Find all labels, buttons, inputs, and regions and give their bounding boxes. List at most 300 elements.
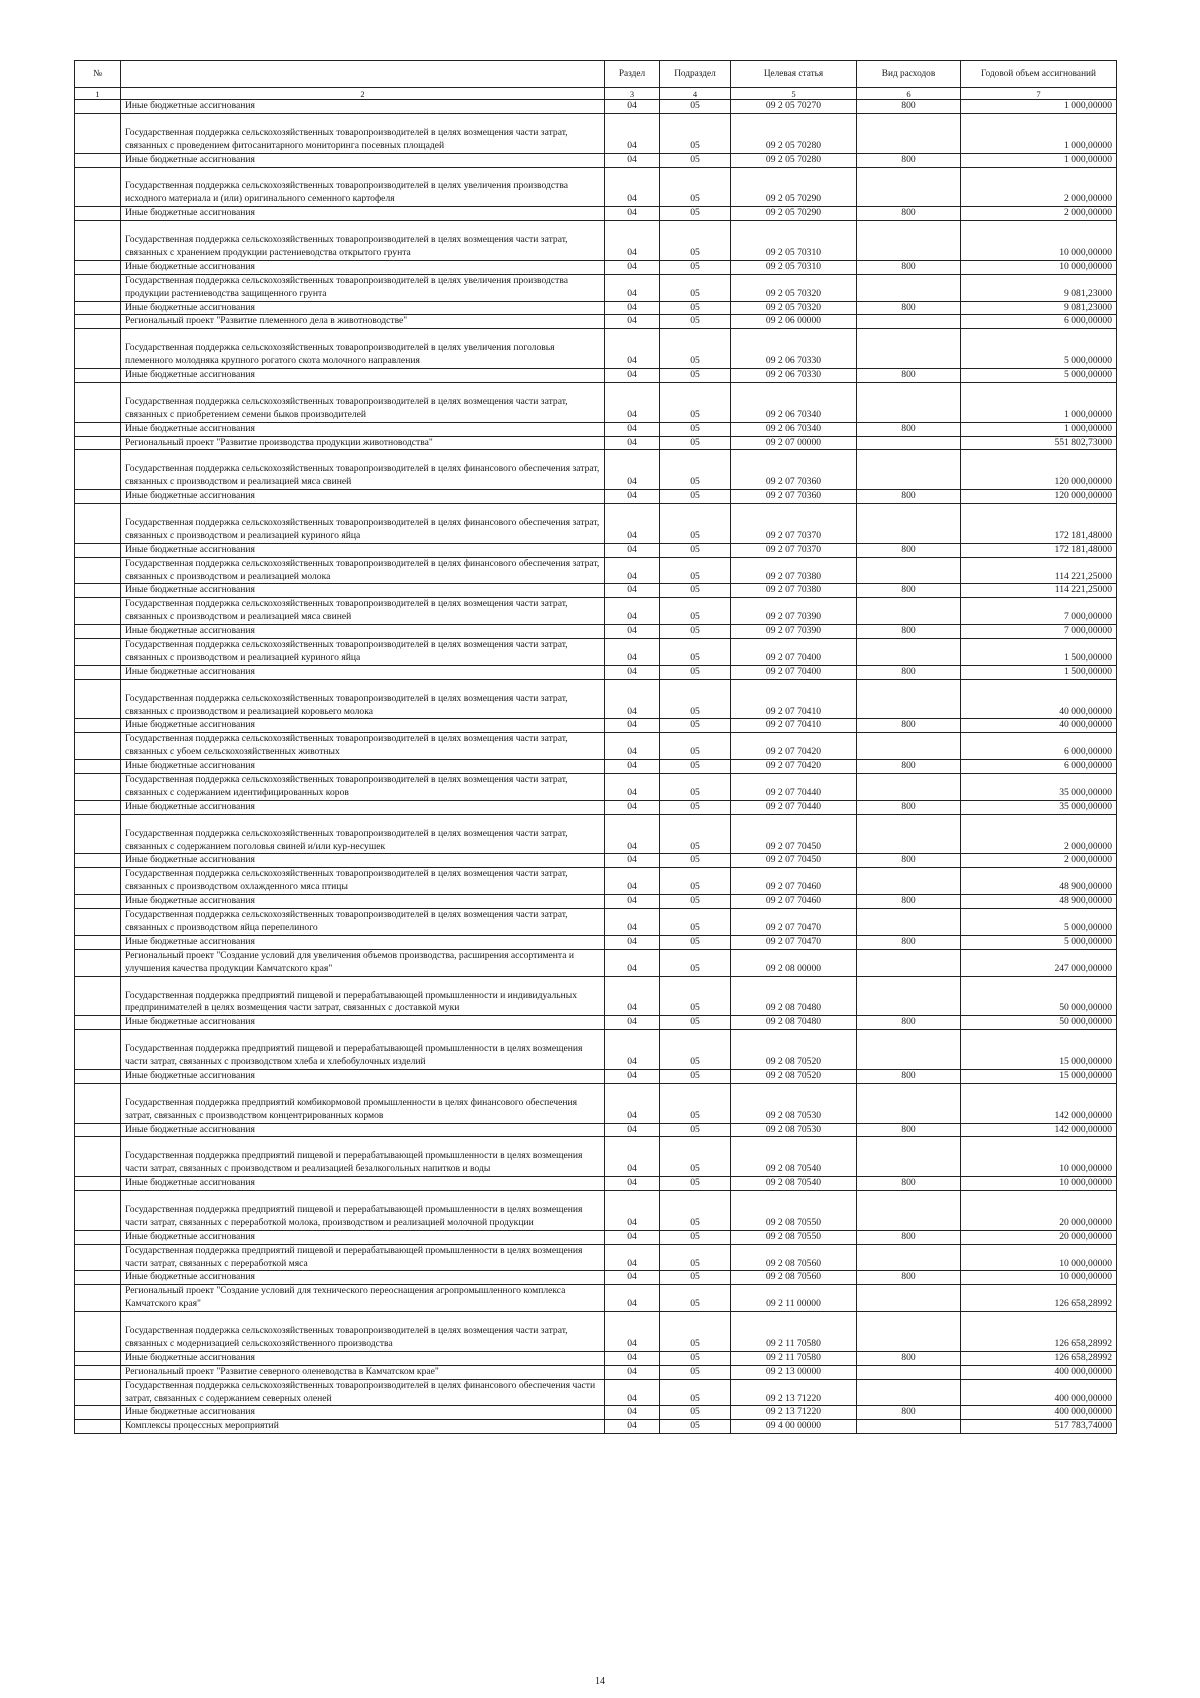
row-amount-cell: 9 081,23000 xyxy=(961,274,1117,301)
row-expense-type-cell: 800 xyxy=(857,301,961,315)
row-amount-cell: 5 000,00000 xyxy=(961,329,1117,369)
table-row xyxy=(75,100,1117,114)
table-row xyxy=(75,774,1117,801)
row-subsection-cell: 05 xyxy=(660,584,731,598)
row-expense-type-cell: 800 xyxy=(857,800,961,814)
row-target-article-cell: 09 2 08 70480 xyxy=(731,1016,857,1030)
row-target-article-cell: 09 2 07 70450 xyxy=(731,854,857,868)
table-row xyxy=(75,639,1117,666)
row-expense-type-cell: 800 xyxy=(857,1016,961,1030)
row-subsection-cell: 05 xyxy=(660,895,731,909)
table-row xyxy=(75,625,1117,639)
row-number-cell xyxy=(75,854,121,868)
row-expense-type-cell xyxy=(857,679,961,719)
row-number-cell xyxy=(75,584,121,598)
row-expense-type-cell xyxy=(857,450,961,490)
row-section-cell: 04 xyxy=(605,207,660,221)
row-number-cell xyxy=(75,679,121,719)
row-number-cell xyxy=(75,274,121,301)
row-number-cell xyxy=(75,1379,121,1406)
row-name-cell: Иные бюджетные ассигнования xyxy=(121,665,605,679)
row-subsection-cell: 05 xyxy=(660,557,731,584)
row-number-cell xyxy=(75,935,121,949)
row-target-article-cell: 09 2 07 00000 xyxy=(731,436,857,450)
row-target-article-cell: 09 2 07 70360 xyxy=(731,450,857,490)
row-expense-type-cell xyxy=(857,167,961,207)
row-section-cell: 04 xyxy=(605,733,660,760)
row-expense-type-cell xyxy=(857,1285,961,1312)
row-number-cell xyxy=(75,976,121,1016)
row-subsection-cell: 05 xyxy=(660,868,731,895)
row-target-article-cell: 09 2 05 70290 xyxy=(731,207,857,221)
row-expense-type-cell xyxy=(857,949,961,976)
table-row xyxy=(75,1285,1117,1312)
row-subsection-cell: 05 xyxy=(660,760,731,774)
row-target-article-cell: 09 2 05 70280 xyxy=(731,113,857,153)
row-number-cell xyxy=(75,100,121,114)
row-subsection-cell: 05 xyxy=(660,679,731,719)
row-name-cell: Региональный проект "Развитие северного оленеводства в Камчатском крае" xyxy=(121,1365,605,1379)
table-row xyxy=(75,598,1117,625)
row-target-article-cell: 09 2 07 70360 xyxy=(731,490,857,504)
row-name-cell: Иные бюджетные ассигнования xyxy=(121,369,605,383)
row-number-cell xyxy=(75,639,121,666)
row-expense-type-cell xyxy=(857,774,961,801)
row-amount-cell: 172 181,48000 xyxy=(961,543,1117,557)
row-section-cell: 04 xyxy=(605,274,660,301)
row-section-cell: 04 xyxy=(605,895,660,909)
row-subsection-cell: 05 xyxy=(660,1244,731,1271)
table-row xyxy=(75,868,1117,895)
row-section-cell: 04 xyxy=(605,543,660,557)
row-subsection-cell: 05 xyxy=(660,854,731,868)
column-number: 1 xyxy=(75,88,121,100)
row-expense-type-cell xyxy=(857,436,961,450)
row-subsection-cell: 05 xyxy=(660,1191,731,1231)
row-section-cell: 04 xyxy=(605,315,660,329)
row-target-article-cell: 09 2 05 70290 xyxy=(731,167,857,207)
row-target-article-cell: 09 2 05 70320 xyxy=(731,301,857,315)
row-subsection-cell: 05 xyxy=(660,450,731,490)
row-amount-cell: 120 000,00000 xyxy=(961,490,1117,504)
row-section-cell: 04 xyxy=(605,949,660,976)
row-amount-cell: 2 000,00000 xyxy=(961,207,1117,221)
table-row xyxy=(75,1379,1117,1406)
row-amount-cell: 10 000,00000 xyxy=(961,1177,1117,1191)
row-amount-cell: 7 000,00000 xyxy=(961,598,1117,625)
row-section-cell: 04 xyxy=(605,854,660,868)
row-target-article-cell: 09 2 08 70550 xyxy=(731,1191,857,1231)
row-expense-type-cell: 800 xyxy=(857,760,961,774)
row-expense-type-cell: 800 xyxy=(857,895,961,909)
row-expense-type-cell: 800 xyxy=(857,665,961,679)
row-section-cell: 04 xyxy=(605,100,660,114)
row-subsection-cell: 05 xyxy=(660,949,731,976)
row-number-cell xyxy=(75,315,121,329)
row-number-cell xyxy=(75,1030,121,1070)
row-amount-cell: 15 000,00000 xyxy=(961,1030,1117,1070)
row-amount-cell: 142 000,00000 xyxy=(961,1083,1117,1123)
row-subsection-cell: 05 xyxy=(660,113,731,153)
row-number-cell xyxy=(75,260,121,274)
row-expense-type-cell xyxy=(857,868,961,895)
row-expense-type-cell xyxy=(857,1379,961,1406)
row-name-cell: Государственная поддержка сельскохозяйственных товаропроизводителей в целях увеличения производства продукции растениеводства защищенного грунта xyxy=(121,274,605,301)
row-subsection-cell: 05 xyxy=(660,1230,731,1244)
row-amount-cell: 15 000,00000 xyxy=(961,1069,1117,1083)
table-row xyxy=(75,436,1117,450)
row-name-cell: Иные бюджетные ассигнования xyxy=(121,490,605,504)
row-subsection-cell: 05 xyxy=(660,1030,731,1070)
row-target-article-cell: 09 2 07 70450 xyxy=(731,814,857,854)
row-expense-type-cell xyxy=(857,315,961,329)
row-name-cell: Государственная поддержка сельскохозяйственных товаропроизводителей в целях возмещения части затрат, связанных с производством яйца перепелиного xyxy=(121,909,605,936)
row-subsection-cell: 05 xyxy=(660,207,731,221)
row-amount-cell: 1 500,00000 xyxy=(961,639,1117,666)
row-amount-cell: 517 783,74000 xyxy=(961,1420,1117,1434)
row-expense-type-cell: 800 xyxy=(857,543,961,557)
row-number-cell xyxy=(75,221,121,261)
row-target-article-cell: 09 2 06 70340 xyxy=(731,422,857,436)
row-name-cell: Иные бюджетные ассигнования xyxy=(121,1123,605,1137)
column-number: 6 xyxy=(857,88,961,100)
row-target-article-cell: 09 2 08 70520 xyxy=(731,1069,857,1083)
row-section-cell: 04 xyxy=(605,1191,660,1231)
row-number-cell xyxy=(75,909,121,936)
row-section-cell: 04 xyxy=(605,1230,660,1244)
row-expense-type-cell xyxy=(857,639,961,666)
row-target-article-cell: 09 2 08 70480 xyxy=(731,976,857,1016)
column-number: 5 xyxy=(731,88,857,100)
row-amount-cell: 20 000,00000 xyxy=(961,1191,1117,1231)
row-amount-cell: 142 000,00000 xyxy=(961,1123,1117,1137)
row-name-cell: Государственная поддержка сельскохозяйственных товаропроизводителей в целях финансового обеспечения затрат, связанных с производством и реализацией мяса свиней xyxy=(121,450,605,490)
row-target-article-cell: 09 2 06 70330 xyxy=(731,329,857,369)
row-amount-cell: 2 000,00000 xyxy=(961,854,1117,868)
row-target-article-cell: 09 2 13 00000 xyxy=(731,1365,857,1379)
row-subsection-cell: 05 xyxy=(660,1177,731,1191)
row-expense-type-cell xyxy=(857,733,961,760)
row-name-cell: Иные бюджетные ассигнования xyxy=(121,1069,605,1083)
row-subsection-cell: 05 xyxy=(660,100,731,114)
row-name-cell: Иные бюджетные ассигнования xyxy=(121,1406,605,1420)
row-amount-cell: 1 000,00000 xyxy=(961,422,1117,436)
budget-sheet xyxy=(74,60,1116,1434)
row-section-cell: 04 xyxy=(605,639,660,666)
row-target-article-cell: 09 2 07 70440 xyxy=(731,800,857,814)
row-name-cell: Региональный проект "Создание условий для увеличения объемов производства, расширения ассортимента и улучшения качества продукции Камчатского края" xyxy=(121,949,605,976)
table-row xyxy=(75,854,1117,868)
row-subsection-cell: 05 xyxy=(660,1123,731,1137)
row-section-cell: 04 xyxy=(605,1379,660,1406)
row-name-cell: Иные бюджетные ассигнования xyxy=(121,760,605,774)
row-target-article-cell: 09 2 05 70310 xyxy=(731,260,857,274)
row-section-cell: 04 xyxy=(605,167,660,207)
row-section-cell: 04 xyxy=(605,557,660,584)
row-section-cell: 04 xyxy=(605,1271,660,1285)
row-number-cell xyxy=(75,1420,121,1434)
table-row xyxy=(75,665,1117,679)
row-amount-cell: 10 000,00000 xyxy=(961,1137,1117,1177)
header-name xyxy=(121,61,605,88)
column-numbers-row xyxy=(75,88,1117,100)
row-number-cell xyxy=(75,1365,121,1379)
row-number-cell xyxy=(75,665,121,679)
row-section-cell: 04 xyxy=(605,382,660,422)
row-number-cell xyxy=(75,1244,121,1271)
row-section-cell: 04 xyxy=(605,760,660,774)
row-target-article-cell: 09 2 05 70270 xyxy=(731,100,857,114)
row-section-cell: 04 xyxy=(605,774,660,801)
row-amount-cell: 1 000,00000 xyxy=(961,382,1117,422)
row-section-cell: 04 xyxy=(605,450,660,490)
row-expense-type-cell: 800 xyxy=(857,260,961,274)
row-name-cell: Государственная поддержка сельскохозяйственных товаропроизводителей в целях увеличения поголовья племенного молодняка крупного рогатого скота молочного направления xyxy=(121,329,605,369)
row-number-cell xyxy=(75,800,121,814)
row-subsection-cell: 05 xyxy=(660,543,731,557)
row-name-cell: Государственная поддержка предприятий пищевой и перерабатывающей промышленности в целях возмещения части затрат, связанных с производством хлеба и хлебобулочных изделий xyxy=(121,1030,605,1070)
row-target-article-cell: 09 2 07 70460 xyxy=(731,868,857,895)
row-amount-cell: 551 802,73000 xyxy=(961,436,1117,450)
row-target-article-cell: 09 2 07 70470 xyxy=(731,935,857,949)
row-expense-type-cell xyxy=(857,814,961,854)
table-row xyxy=(75,1420,1117,1434)
row-amount-cell: 40 000,00000 xyxy=(961,719,1117,733)
row-name-cell: Иные бюджетные ассигнования xyxy=(121,153,605,167)
row-name-cell: Иные бюджетные ассигнования xyxy=(121,260,605,274)
row-target-article-cell: 09 2 07 70380 xyxy=(731,557,857,584)
row-expense-type-cell: 800 xyxy=(857,422,961,436)
row-name-cell: Региональный проект "Развитие племенного дела в животноводстве" xyxy=(121,315,605,329)
row-expense-type-cell: 800 xyxy=(857,369,961,383)
row-expense-type-cell: 800 xyxy=(857,1406,961,1420)
row-subsection-cell: 05 xyxy=(660,1069,731,1083)
table-row xyxy=(75,557,1117,584)
table-row xyxy=(75,719,1117,733)
row-name-cell: Иные бюджетные ассигнования xyxy=(121,895,605,909)
row-section-cell: 04 xyxy=(605,1083,660,1123)
row-amount-cell: 6 000,00000 xyxy=(961,315,1117,329)
row-section-cell: 04 xyxy=(605,814,660,854)
row-number-cell xyxy=(75,1271,121,1285)
row-subsection-cell: 05 xyxy=(660,598,731,625)
table-row xyxy=(75,504,1117,544)
row-subsection-cell: 05 xyxy=(660,1365,731,1379)
row-section-cell: 04 xyxy=(605,976,660,1016)
table-row xyxy=(75,1177,1117,1191)
row-expense-type-cell xyxy=(857,221,961,261)
row-name-cell: Иные бюджетные ассигнования xyxy=(121,1230,605,1244)
row-section-cell: 04 xyxy=(605,1285,660,1312)
row-amount-cell: 2 000,00000 xyxy=(961,167,1117,207)
row-section-cell: 04 xyxy=(605,329,660,369)
row-number-cell xyxy=(75,895,121,909)
row-target-article-cell: 09 2 06 00000 xyxy=(731,315,857,329)
row-number-cell xyxy=(75,382,121,422)
row-expense-type-cell xyxy=(857,1137,961,1177)
row-number-cell xyxy=(75,301,121,315)
row-section-cell: 04 xyxy=(605,1177,660,1191)
row-target-article-cell: 09 2 11 00000 xyxy=(731,1285,857,1312)
row-amount-cell: 48 900,00000 xyxy=(961,895,1117,909)
table-row xyxy=(75,301,1117,315)
row-number-cell xyxy=(75,436,121,450)
row-name-cell: Иные бюджетные ассигнования xyxy=(121,422,605,436)
table-row xyxy=(75,490,1117,504)
row-number-cell xyxy=(75,598,121,625)
table-row xyxy=(75,949,1117,976)
header-target-article: Целевая статья xyxy=(731,61,857,88)
row-amount-cell: 7 000,00000 xyxy=(961,625,1117,639)
row-expense-type-cell xyxy=(857,909,961,936)
table-row xyxy=(75,113,1117,153)
row-name-cell: Государственная поддержка сельскохозяйственных товаропроизводителей в целях возмещения части затрат, связанных с содержанием идентифицированных коров xyxy=(121,774,605,801)
row-amount-cell: 2 000,00000 xyxy=(961,814,1117,854)
row-subsection-cell: 05 xyxy=(660,274,731,301)
row-number-cell xyxy=(75,1137,121,1177)
table-row xyxy=(75,315,1117,329)
row-target-article-cell: 09 2 07 70370 xyxy=(731,543,857,557)
row-amount-cell: 10 000,00000 xyxy=(961,260,1117,274)
row-amount-cell: 1 000,00000 xyxy=(961,113,1117,153)
header-row xyxy=(75,61,1117,88)
row-name-cell: Иные бюджетные ассигнования xyxy=(121,100,605,114)
row-subsection-cell: 05 xyxy=(660,504,731,544)
row-name-cell: Государственная поддержка сельскохозяйственных товаропроизводителей в целях возмещения части затрат, связанных с содержанием поголовья свиней и/или кур-несушек xyxy=(121,814,605,854)
row-number-cell xyxy=(75,814,121,854)
row-section-cell: 04 xyxy=(605,598,660,625)
row-expense-type-cell xyxy=(857,1191,961,1231)
row-section-cell: 04 xyxy=(605,719,660,733)
row-subsection-cell: 05 xyxy=(660,1351,731,1365)
row-subsection-cell: 05 xyxy=(660,167,731,207)
row-target-article-cell: 09 2 13 71220 xyxy=(731,1406,857,1420)
row-number-cell xyxy=(75,422,121,436)
row-target-article-cell: 09 2 08 70530 xyxy=(731,1083,857,1123)
table-row xyxy=(75,221,1117,261)
row-section-cell: 04 xyxy=(605,584,660,598)
row-expense-type-cell: 800 xyxy=(857,935,961,949)
row-amount-cell: 5 000,00000 xyxy=(961,909,1117,936)
row-amount-cell: 35 000,00000 xyxy=(961,800,1117,814)
row-section-cell: 04 xyxy=(605,1351,660,1365)
row-name-cell: Иные бюджетные ассигнования xyxy=(121,854,605,868)
row-number-cell xyxy=(75,949,121,976)
row-section-cell: 04 xyxy=(605,935,660,949)
row-target-article-cell: 09 2 08 70520 xyxy=(731,1030,857,1070)
row-name-cell: Иные бюджетные ассигнования xyxy=(121,1351,605,1365)
row-name-cell: Иные бюджетные ассигнования xyxy=(121,543,605,557)
table-row xyxy=(75,909,1117,936)
row-target-article-cell: 09 2 05 70320 xyxy=(731,274,857,301)
row-subsection-cell: 05 xyxy=(660,382,731,422)
row-amount-cell: 1 000,00000 xyxy=(961,100,1117,114)
row-name-cell: Иные бюджетные ассигнования xyxy=(121,584,605,598)
row-name-cell: Иные бюджетные ассигнования xyxy=(121,1271,605,1285)
row-section-cell: 04 xyxy=(605,1312,660,1352)
row-name-cell: Государственная поддержка сельскохозяйственных товаропроизводителей в целях возмещения части затрат, связанных с приобретением семени быков производителей xyxy=(121,382,605,422)
row-section-cell: 04 xyxy=(605,422,660,436)
row-expense-type-cell: 800 xyxy=(857,1177,961,1191)
row-expense-type-cell: 800 xyxy=(857,1271,961,1285)
row-target-article-cell: 09 2 07 70460 xyxy=(731,895,857,909)
row-number-cell xyxy=(75,1083,121,1123)
table-row xyxy=(75,382,1117,422)
row-amount-cell: 35 000,00000 xyxy=(961,774,1117,801)
row-name-cell: Иные бюджетные ассигнования xyxy=(121,301,605,315)
row-name-cell: Иные бюджетные ассигнования xyxy=(121,207,605,221)
row-section-cell: 04 xyxy=(605,504,660,544)
table-row xyxy=(75,800,1117,814)
row-amount-cell: 10 000,00000 xyxy=(961,221,1117,261)
row-expense-type-cell: 800 xyxy=(857,625,961,639)
row-expense-type-cell xyxy=(857,1365,961,1379)
row-number-cell xyxy=(75,1312,121,1352)
row-number-cell xyxy=(75,1191,121,1231)
row-target-article-cell: 09 2 08 70540 xyxy=(731,1177,857,1191)
row-amount-cell: 48 900,00000 xyxy=(961,868,1117,895)
table-row xyxy=(75,895,1117,909)
row-section-cell: 04 xyxy=(605,260,660,274)
table-row xyxy=(75,207,1117,221)
row-name-cell: Региональный проект "Создание условий для технического переоснащения агропромышленного комплекса Камчатского края" xyxy=(121,1285,605,1312)
row-expense-type-cell xyxy=(857,329,961,369)
row-number-cell xyxy=(75,167,121,207)
table-row xyxy=(75,1016,1117,1030)
row-amount-cell: 172 181,48000 xyxy=(961,504,1117,544)
row-target-article-cell: 09 2 05 70310 xyxy=(731,221,857,261)
row-amount-cell: 400 000,00000 xyxy=(961,1379,1117,1406)
row-section-cell: 04 xyxy=(605,490,660,504)
row-subsection-cell: 05 xyxy=(660,329,731,369)
row-expense-type-cell: 800 xyxy=(857,1123,961,1137)
row-amount-cell: 247 000,00000 xyxy=(961,949,1117,976)
table-row xyxy=(75,167,1117,207)
row-number-cell xyxy=(75,490,121,504)
table-row xyxy=(75,1137,1117,1177)
row-subsection-cell: 05 xyxy=(660,1420,731,1434)
row-name-cell: Региональный проект "Развитие производства продукции животноводства" xyxy=(121,436,605,450)
row-amount-cell: 400 000,00000 xyxy=(961,1365,1117,1379)
row-name-cell: Государственная поддержка сельскохозяйственных товаропроизводителей в целях возмещения части затрат, связанных с производством охлажденного мяса птицы xyxy=(121,868,605,895)
row-subsection-cell: 05 xyxy=(660,1271,731,1285)
row-subsection-cell: 05 xyxy=(660,774,731,801)
row-subsection-cell: 05 xyxy=(660,153,731,167)
table-row xyxy=(75,1312,1117,1352)
row-name-cell: Государственная поддержка сельскохозяйственных товаропроизводителей в целях финансового обеспечения части затрат, связанных с содержанием северных оленей xyxy=(121,1379,605,1406)
row-subsection-cell: 05 xyxy=(660,976,731,1016)
row-number-cell xyxy=(75,868,121,895)
row-name-cell: Комплексы процессных мероприятий xyxy=(121,1420,605,1434)
row-name-cell: Государственная поддержка сельскохозяйственных товаропроизводителей в целях возмещения части затрат, связанных с убоем сельскохозяйственных животных xyxy=(121,733,605,760)
row-expense-type-cell xyxy=(857,976,961,1016)
row-target-article-cell: 09 2 07 70400 xyxy=(731,639,857,666)
row-subsection-cell: 05 xyxy=(660,422,731,436)
row-amount-cell: 120 000,00000 xyxy=(961,450,1117,490)
row-target-article-cell: 09 2 05 70280 xyxy=(731,153,857,167)
row-expense-type-cell xyxy=(857,1420,961,1434)
row-name-cell: Государственная поддержка предприятий пищевой и перерабатывающей промышленности в целях возмещения части затрат, связанных с производством и реализацией безалкогольных напитков и воды xyxy=(121,1137,605,1177)
row-amount-cell: 10 000,00000 xyxy=(961,1271,1117,1285)
row-name-cell: Иные бюджетные ассигнования xyxy=(121,625,605,639)
row-section-cell: 04 xyxy=(605,1406,660,1420)
row-number-cell xyxy=(75,1123,121,1137)
row-subsection-cell: 05 xyxy=(660,1016,731,1030)
row-amount-cell: 9 081,23000 xyxy=(961,301,1117,315)
row-expense-type-cell xyxy=(857,1083,961,1123)
row-target-article-cell: 09 2 07 70390 xyxy=(731,598,857,625)
row-subsection-cell: 05 xyxy=(660,436,731,450)
